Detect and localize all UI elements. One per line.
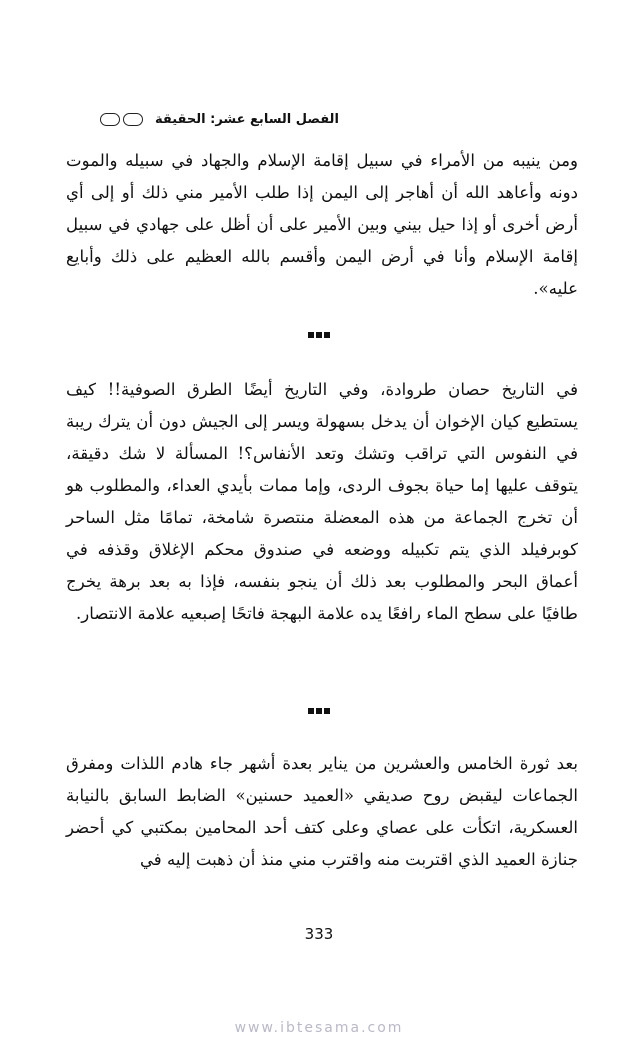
paragraph: بعد ثورة الخامس والعشرين من يناير بعدة أشهر جاء هادم اللذات ومفرق الجماعات ليقبض روح صديقي «العميد حسنين» الضابط السابق بالنيابة العسكرية، اتكأت على عصاي وعلى كتف أحد المحامين بمكتبي كي أحضر جنازة العميد الذي اقتربت منه واقترب مني منذ أن ذهبت إليه في — [66, 754, 578, 869]
paragraph-3-block — [66, 748, 578, 876]
separator-square — [316, 332, 322, 338]
paragraph: في التاريخ حصان طروادة، وفي التاريخ أيضًا الطرق الصوفية!! كيف يستطيع كيان الإخوان أن يدخل بسهولة ويسر إلى الجيش دون أن يترك ريبة في النفوس التي تراقب وتشك وتعد الأنفاس؟! المسألة لا شك دقيقة، يتوقف عليها إما حياة بجوف الردى، وإما ممات بأيدي العداء، والمطلوب هو أن تخرج الجماعة من هذه المعضلة منتصرة شامخة، تمامًا مثل الساحر كوبرفيلد الذي يتم تكبيله ووضعه في صندوق محكم الإغلاق وقذفه في أعماق البحر والمطلوب بعد ذلك أن ينجو بنفسه، فإذا به بعد برهة يخرج طافيًا على سطح الماء رافعًا يده علامة البهجة فاتحًا إصبعيه علامة الانتصار. — [66, 380, 578, 623]
ornament-pill-right — [123, 113, 143, 126]
watermark: www.ibtesama.com — [234, 1020, 404, 1036]
separator-square — [308, 708, 314, 714]
paragraph-2-block — [66, 374, 578, 630]
header-ornament — [100, 113, 143, 126]
paragraph: ومن ينيبه من الأمراء في سبيل إقامة الإسلام والجهاد في سبيله والموت دونه وأعاهد الله أن أهاجر إلى اليمن إذا طلب الأمير مني ذلك أو إلى أي أرض أخرى أو إذا حيل بيني وبين الأمير على أن أظل على جهادي في سبيل إقامة الإسلام وأنا في أرض اليمن وأقسم بالله العظيم على ذلك وأبايع عليه». — [66, 151, 578, 298]
separator-square — [324, 708, 330, 714]
chapter-title: الفصل السابع عشر: الحقيقة — [155, 111, 339, 127]
section-separator — [0, 708, 638, 714]
separator-square — [308, 332, 314, 338]
section-separator — [0, 332, 638, 338]
separator-square — [316, 708, 322, 714]
chapter-header — [100, 104, 540, 134]
ornament-pill-left — [100, 113, 120, 126]
separator-square — [324, 332, 330, 338]
page-number: 333 — [304, 925, 334, 943]
paragraph-1-block — [66, 145, 578, 305]
